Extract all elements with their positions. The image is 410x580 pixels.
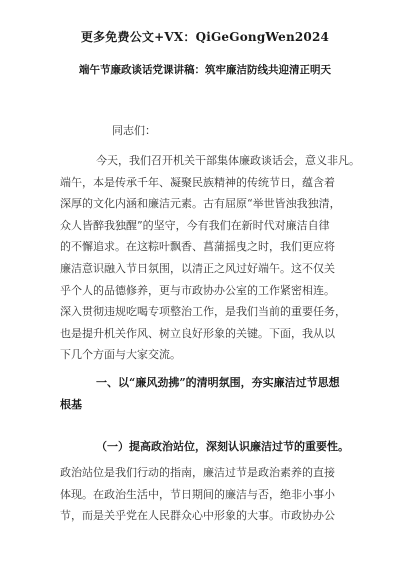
- text-line: 乎个人的品德修养，更与市政协办公室的工作紧密相连。: [60, 283, 335, 297]
- section-heading: [60, 372, 360, 416]
- intro-paragraph: [60, 150, 360, 366]
- section-heading-line: 一、以“廉风劲拂”的清明氛围，夯实廉洁过节思想: [96, 376, 340, 389]
- header-banner: 更多免费公文+VX：QiGeGongWen2024: [80, 30, 330, 44]
- text-line: 深厚的文化内涵和廉洁元素。古有屈原“举世皆浊我独清，: [60, 197, 341, 211]
- text-line: 政治站位是我们行动的指南，廉洁过节是政治素养的直接: [60, 466, 335, 479]
- salutation: 同志们：: [112, 124, 156, 137]
- text-line: 也是提升机关作风、树立良好形象的关键。下面，我从以: [60, 326, 335, 340]
- subsection-heading: （一）提高政治站位，深刻认识廉洁过节的重要性。: [96, 440, 349, 453]
- text-line: 深入贯彻违规吃喝专项整治工作，是我们当前的重要任务，: [60, 305, 346, 319]
- text-line: 端午，本是传承千年、凝聚民族精神的传统节日，蕴含着: [60, 175, 335, 189]
- section-paragraph: [60, 462, 360, 527]
- section-heading-line: 根基: [60, 398, 82, 411]
- document-title: 端午节廉政谈话党课讲稿：筑牢廉洁防线共迎清正明天: [79, 64, 331, 76]
- text-line: 体现。在政治生活中，节日期间的廉洁与否，绝非小事小: [60, 487, 335, 501]
- text-line: 下几个方面与大家交流。: [60, 348, 181, 362]
- text-line: 节，而是关乎党在人民群众心中形象的大事。市政协办公: [60, 509, 335, 523]
- text-line: 今天，我们召开机关干部集体廉政谈话会，意义非凡。: [96, 154, 360, 167]
- text-line: 众人皆醉我独醒”的坚守，今有我们在新时代对廉洁自律: [60, 218, 330, 232]
- text-line: 廉洁意识融入节日氛围，以清正之风过好端午。这不仅关: [60, 261, 335, 275]
- text-line: 的不懈追求。在这粽叶飘香、菖蒲摇曳之时，我们更应将: [60, 240, 335, 254]
